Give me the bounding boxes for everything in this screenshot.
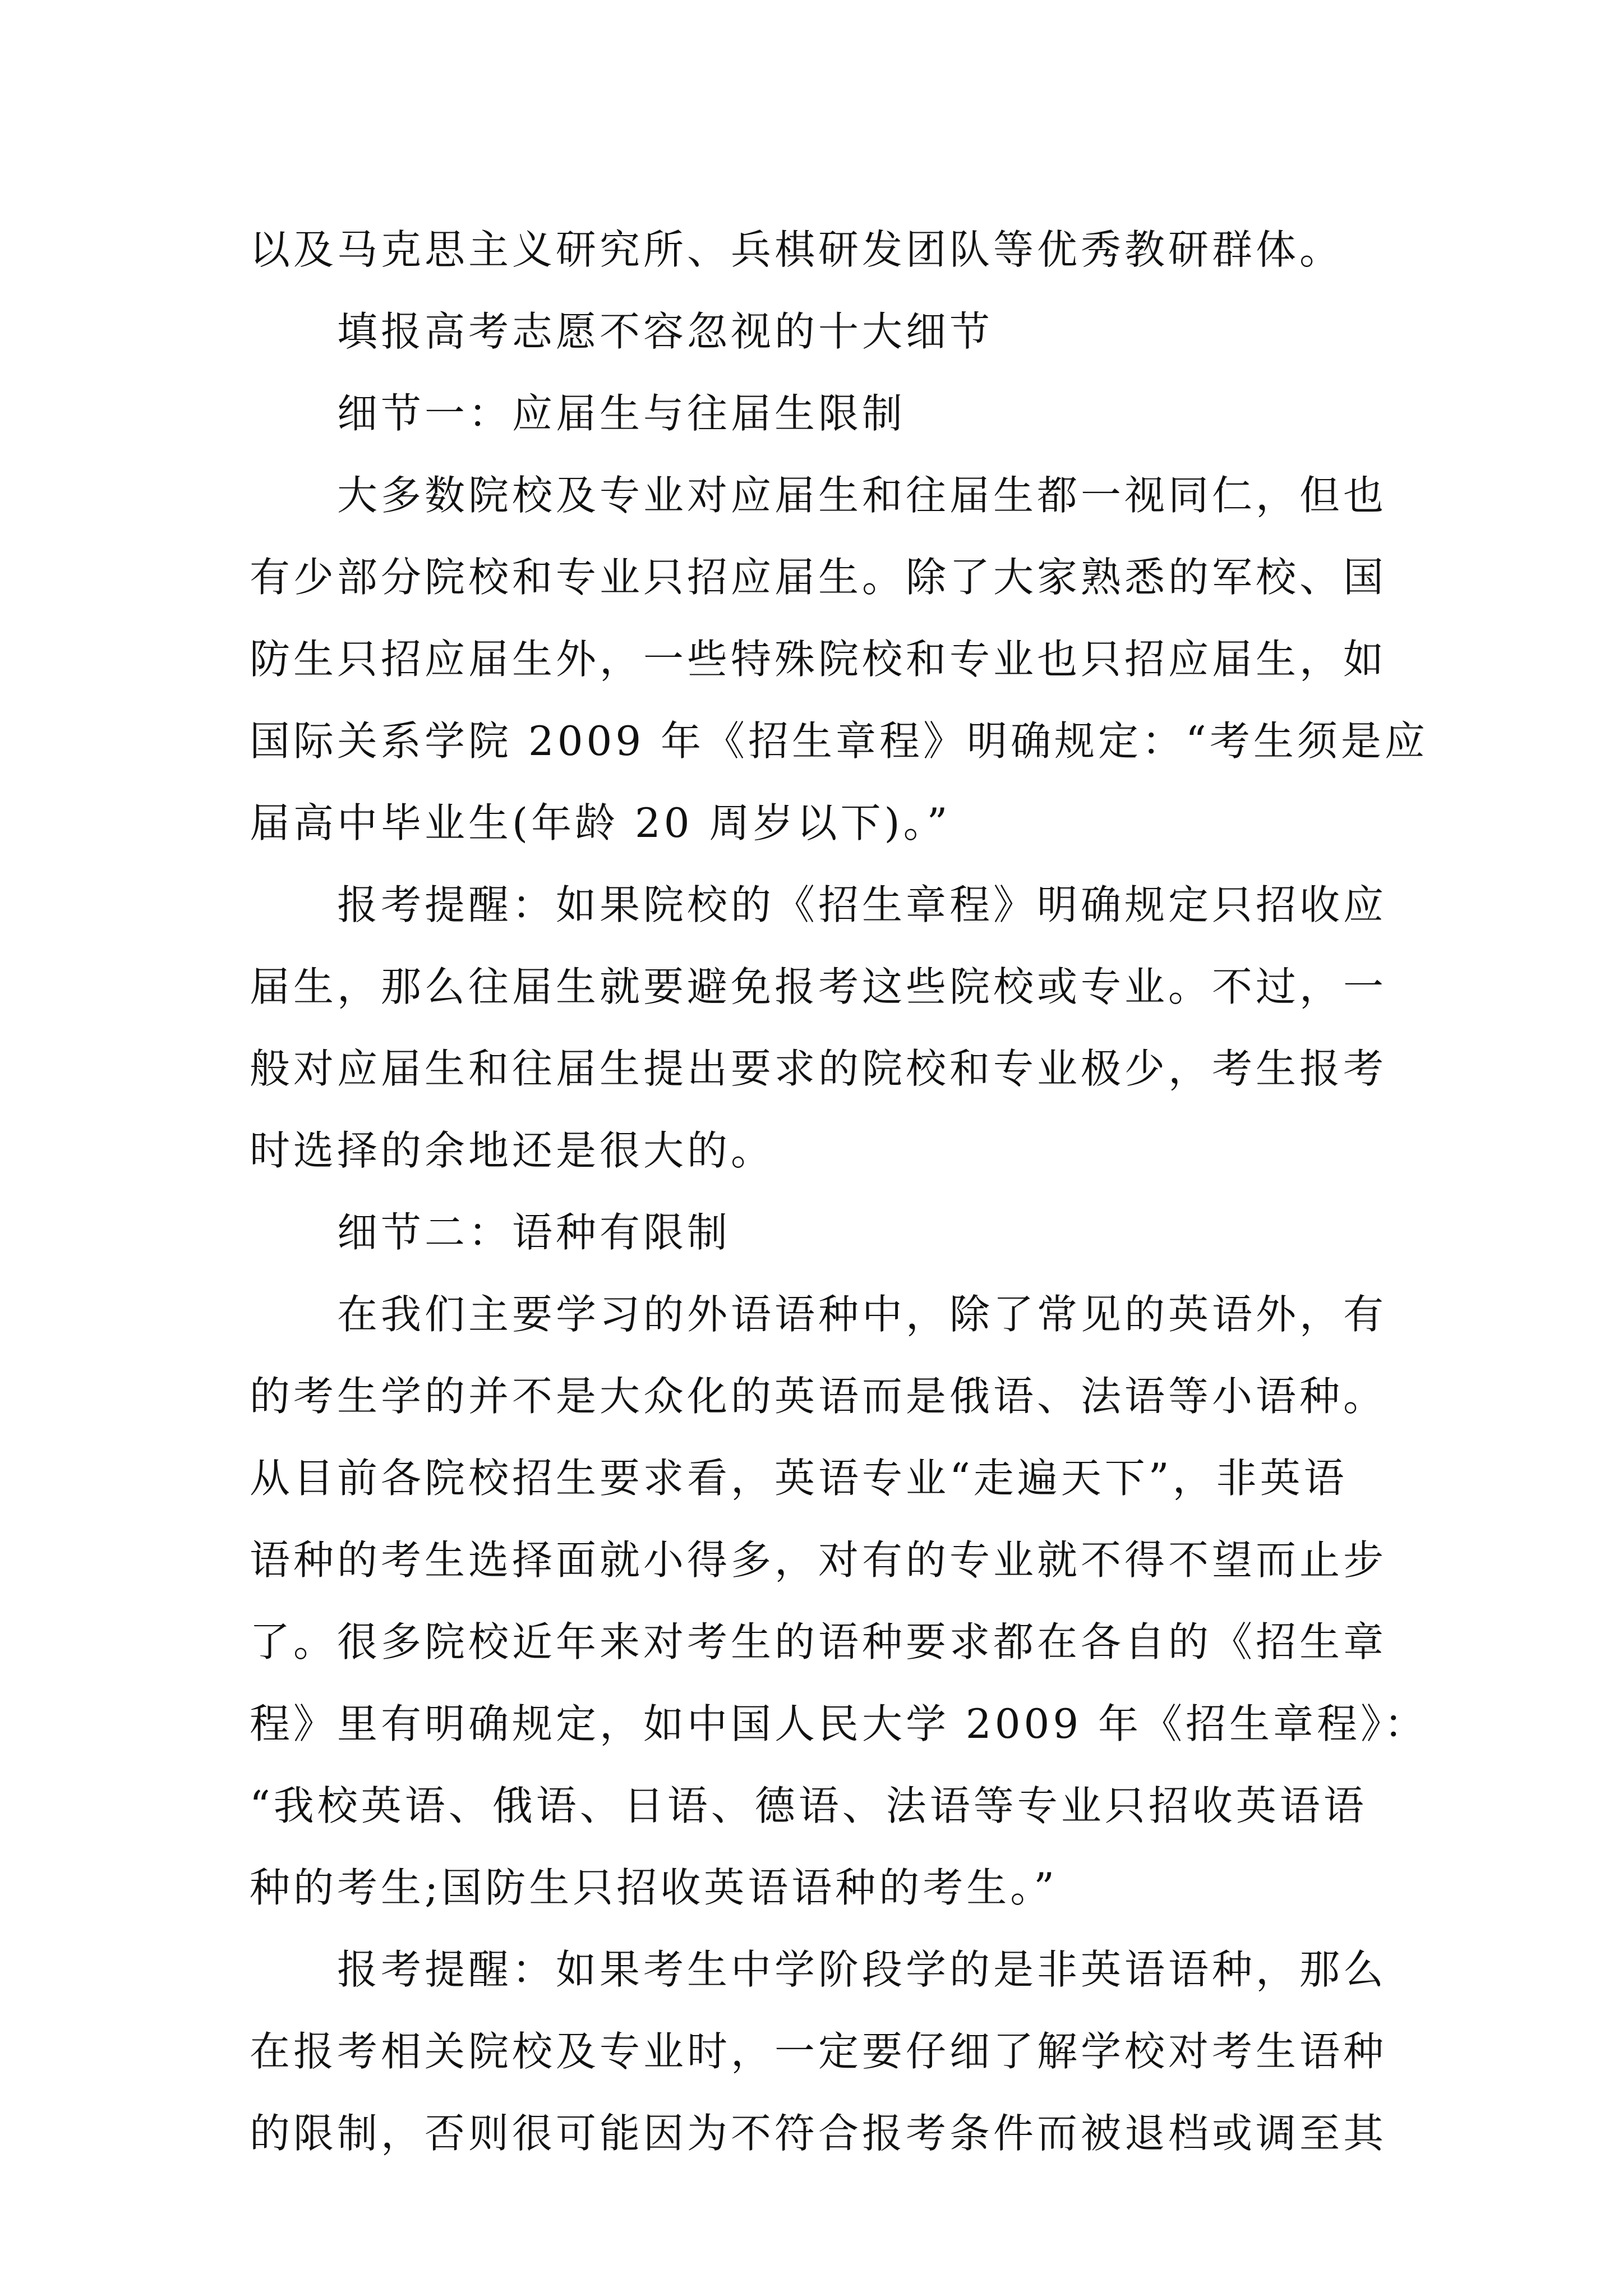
- text-line: 大多数院校及专业对应届生和往届生都一视同仁，但也: [337, 472, 1387, 519]
- text-line: 时选择的余地还是很大的。: [250, 1127, 775, 1174]
- paragraph-detail-1-body: [250, 454, 1428, 864]
- text-line: 防生只招应届生外，一些特殊院校和专业也只招应届生，如: [250, 636, 1387, 683]
- text-line: 填报高考志愿不容忽视的十大细节: [337, 308, 994, 355]
- text-line: 从目前各院校招生要求看，英语专业“走遍天下”，非英语: [250, 1455, 1348, 1502]
- text-line: 届生，那么往届生就要避免报考这些院校或专业。不过，一: [250, 963, 1387, 1010]
- document-body: [250, 209, 1428, 2174]
- text-line: 在我们主要学习的外语语种中，除了常见的英语外，有: [337, 1291, 1387, 1338]
- text-line: 届高中毕业生(年龄 20 周岁以下)。”: [250, 799, 951, 846]
- text-line: 有少部分院校和专业只招应届生。除了大家熟悉的军校、国: [250, 554, 1387, 601]
- text-line: 报考提醒：如果院校的《招生章程》明确规定只招收应: [337, 881, 1387, 928]
- text-line: 细节一：应届生与往届生限制: [337, 390, 906, 437]
- text-line: 以及马克思主义研究所、兵棋研发团队等优秀教研群体。: [250, 226, 1344, 273]
- paragraph-detail-1-reminder: [250, 864, 1387, 1191]
- text-line: 程》里有明确规定，如中国人民大学 2009 年《招生章程》：: [250, 1700, 1428, 1747]
- text-line: 的限制，否则很可能因为不符合报考条件而被退档或调至其: [250, 2110, 1387, 2157]
- text-line: 在报考相关院校及专业时，一定要仔细了解学校对考生语种: [250, 2028, 1387, 2075]
- text-line: 语种的考生选择面就小得多，对有的专业就不得不望而止步: [250, 1536, 1387, 1584]
- detail-heading-2: [250, 1191, 1377, 1273]
- section-title: [250, 291, 1377, 372]
- text-line: 了。很多院校近年来对考生的语种要求都在各自的《招生章: [250, 1618, 1387, 1665]
- paragraph-continuation: [250, 209, 1377, 291]
- text-line: 的考生学的并不是大众化的英语而是俄语、法语等小语种。: [250, 1373, 1387, 1420]
- text-line: “我校英语、俄语、日语、德语、法语等专业只招收英语语: [250, 1782, 1367, 1829]
- text-line: 种的考生;国防生只招收英语语种的考生。”: [250, 1864, 1058, 1911]
- paragraph-detail-2-reminder: [250, 1929, 1387, 2174]
- text-line: 报考提醒：如果考生中学阶段学的是非英语语种，那么: [337, 1946, 1387, 1993]
- text-line: 国际关系学院 2009 年《招生章程》明确规定：“考生须是应: [250, 717, 1428, 765]
- detail-heading-1: [250, 372, 1377, 454]
- text-line: 般对应届生和往届生提出要求的院校和专业极少，考生报考: [250, 1045, 1387, 1092]
- paragraph-detail-2-body: [250, 1273, 1428, 1929]
- text-line: 细节二：语种有限制: [337, 1209, 731, 1256]
